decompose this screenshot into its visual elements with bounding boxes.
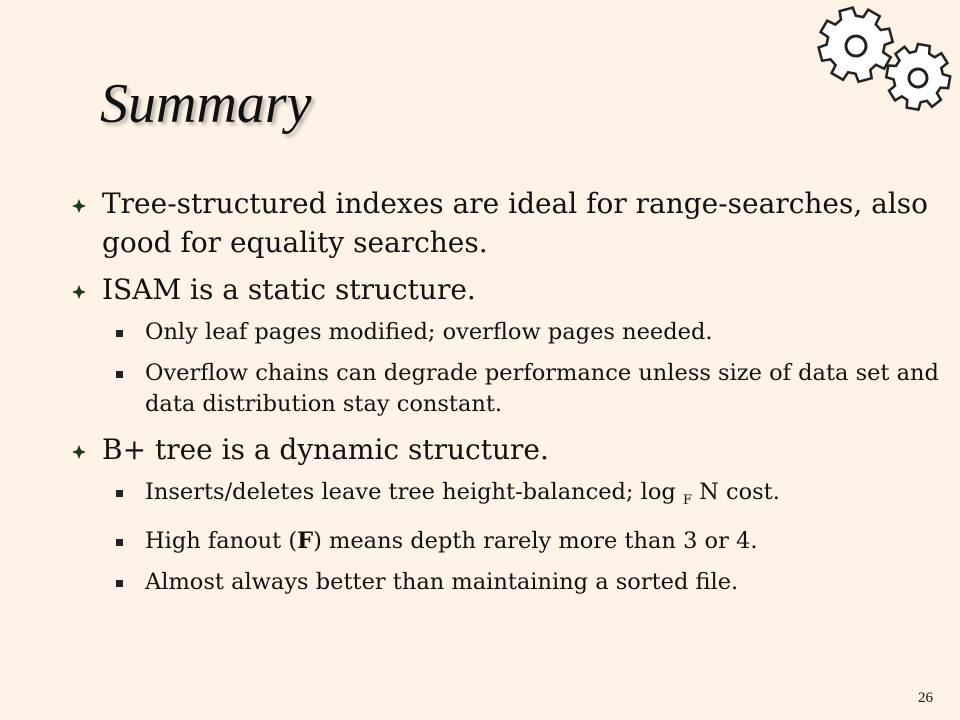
list-item — [70, 184, 940, 262]
bullet-text-pre: High fanout ( — [145, 528, 298, 554]
list-item — [70, 317, 940, 348]
bullet-text: Tree-structured indexes are ideal for range-searches, also good for equality searches. — [102, 187, 929, 259]
list-item — [70, 270, 940, 309]
square-bullet-icon — [116, 330, 123, 337]
list-item — [70, 567, 940, 598]
bullet-text-pre: Inserts/deletes leave tree height-balanced; log — [145, 479, 683, 505]
bullet-subscript: F — [682, 493, 692, 508]
bullet-list — [70, 184, 940, 608]
list-item — [70, 477, 940, 516]
square-bullet-icon — [116, 580, 123, 587]
bullet-text: ISAM is a static structure. — [102, 273, 476, 306]
diamond-bullet-icon — [72, 445, 86, 459]
slide-title: Summary — [100, 73, 312, 135]
bullet-text: B+ tree is a dynamic structure. — [102, 433, 549, 466]
square-bullet-icon — [116, 490, 123, 497]
diamond-bullet-icon — [72, 285, 86, 299]
list-item — [70, 526, 940, 557]
list-item — [70, 430, 940, 469]
bullet-text-post: N cost. — [691, 479, 780, 505]
bullet-bold: F — [297, 528, 314, 554]
bullet-text: Almost always better than maintaining a sorted file. — [145, 569, 739, 595]
square-bullet-icon — [116, 371, 123, 378]
bullet-text-post: ) means depth rarely more than 3 or 4. — [313, 528, 758, 554]
list-item — [70, 358, 940, 420]
square-bullet-icon — [116, 539, 123, 546]
bullet-text: Only leaf pages modified; overflow pages needed. — [145, 319, 713, 345]
gears-icon — [806, 6, 960, 118]
bullet-text: Overflow chains can degrade performance unless size of data set and data distribution stay constant. — [145, 360, 939, 417]
page-number: 26 — [918, 690, 933, 706]
diamond-bullet-icon — [72, 199, 86, 213]
